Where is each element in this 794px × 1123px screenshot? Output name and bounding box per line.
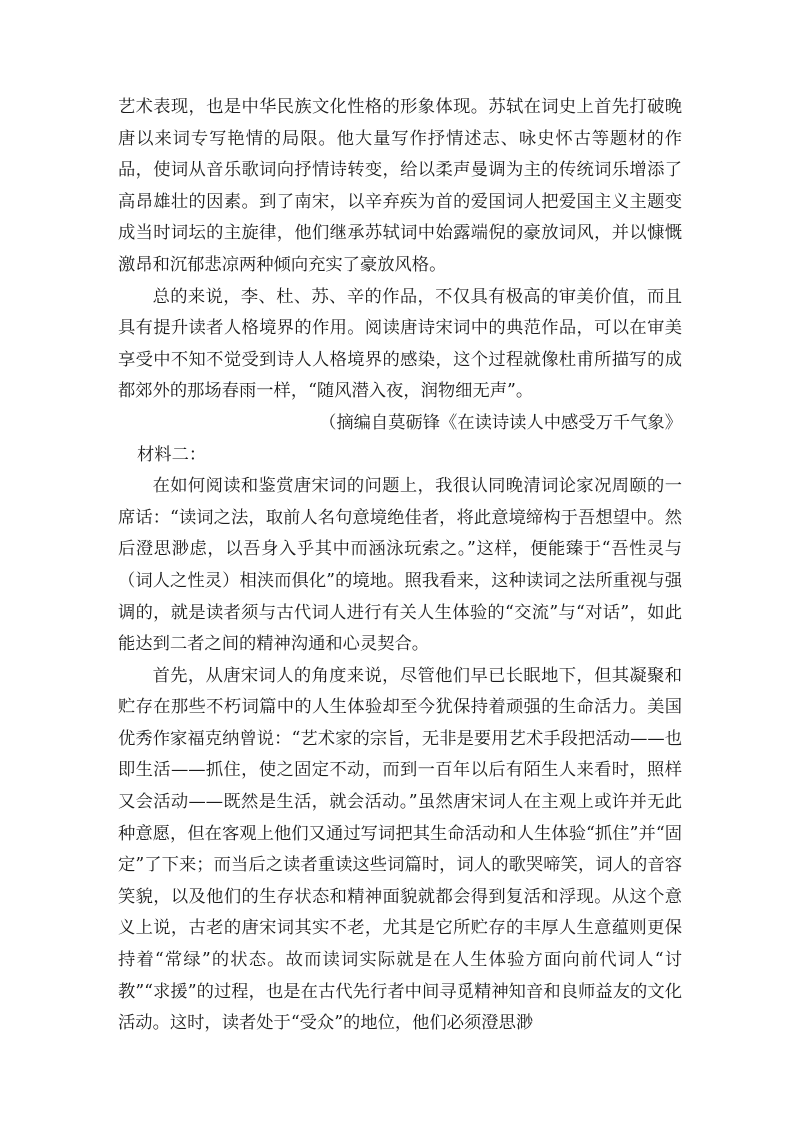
paragraph-first-point: 首先，从唐宋词人的角度来说，尽管他们早已长眠地下，但其凝聚和贮存在那些不朽词篇中的人生体验却至今犹保持着顽强的生命活力。美国优秀作家福克纳曾说：“艺术家的宗旨，无非是要用艺术手段把活动——也即生活——抓住，使之固定不动，而到一百年以后有陌生人来看时，照样又会活动——既然是生活，就会活动。”虽然唐宋词人在主观上或许并无此种意愿，但在客观上他们又通过写词把其生命活动和人生体验“抓住”并“固定”了下来；而当后之读者重读这些词篇时，词人的歌哭啼笑，词人的音容笑貌，以及他们的生存状态和精神面貌就都会得到复活和浮现。从这个意义上说，古老的唐宋词其实不老，尤其是它所贮存的丰厚人生意蕴则更保持着“常绿”的状态。故而读词实际就是在人生体验方面向前代词人“讨教”“求援”的过程，也是在古代先行者中间寻觅精神知音和良师益友的文化活动。这时，读者处于“受众”的地位，他们必须澄思渺 xyxy=(118,665,682,1034)
paragraph-su-xin: 艺术表现，也是中华民族文化性格的形象体现。苏轼在词史上首先打破晚唐以来词专写艳情的局限。他大量写作抒情述志、咏史怀古等题材的作品，使词从音乐歌词向抒情诗转变，给以柔声曼调为主的传统词乐增添了高昂雄壮的因素。到了南宋，以辛弃疾为首的爱国词人把爱国主义主题变成当时词坛的主旋律，他们继承苏轼词中始露端倪的豪放词风，并以慷慨激昂和沉郁悲凉两种倾向充实了豪放风格。 xyxy=(118,97,682,275)
paragraph-summary: 总的来说，李、杜、苏、辛的作品，不仅具有极高的审美价值，而且具有提升读者人格境界的作用。阅读唐诗宋词中的典范作品，可以在审美享受中不知不觉受到诗人人格境界的感染，这个过程就像杜甫所描写的成都郊外的那场春雨一样，“随风潜入夜，润物细无声”。 xyxy=(118,286,682,402)
source-citation: （摘编自莫砺锋《在读诗读人中感受万千气象》 xyxy=(319,412,682,433)
material-two-label: 材料二： xyxy=(137,444,207,465)
paragraph-reading-method: 在如何阅读和鉴赏唐宋词的问题上，我很认同晚清词论家况周颐的一席话：“读词之法，取前人名句意境绝佳者，将此意境缔构于吾想望中。然后澄思渺虑，以吾身入乎其中而涵泳玩索之。”这样，便能臻于“吾性灵与（词人之性灵）相浃而俱化”的境地。照我看来，这种读词之法所重视与强调的，就是读者须与古代词人进行有关人生体验的“交流”与“对话”，如此能达到二者之间的精神沟通和心灵契合。 xyxy=(118,476,682,655)
body-text xyxy=(118,92,682,1040)
